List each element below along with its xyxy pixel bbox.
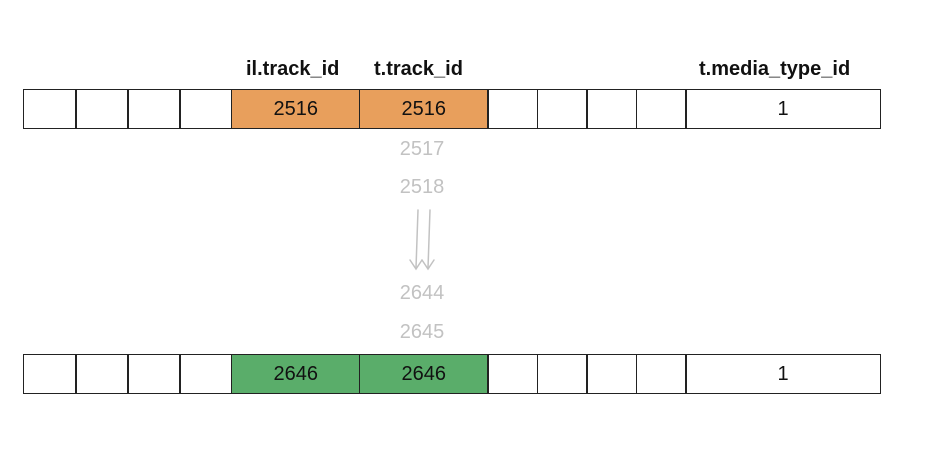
- bottom-il-track-id-cell: 2646: [231, 354, 361, 394]
- empty-cell: [636, 354, 687, 394]
- header-il-track-id: il.track_id: [246, 58, 340, 80]
- empty-cell: [586, 89, 637, 129]
- empty-cell: [23, 354, 77, 394]
- bottom-t-track-id-cell: 2646: [359, 354, 489, 394]
- empty-cell: [537, 354, 588, 394]
- intermediate-value: 2644: [399, 282, 445, 304]
- intermediate-value: 2518: [399, 176, 445, 198]
- empty-cell: [537, 89, 588, 129]
- empty-cell: [636, 89, 687, 129]
- bottom-row: [23, 354, 881, 394]
- top-t-track-id-cell: 2516: [359, 89, 489, 129]
- empty-cell: [179, 354, 233, 394]
- empty-cell: [127, 89, 181, 129]
- empty-cell: [75, 89, 129, 129]
- intermediate-value: 2645: [399, 321, 445, 343]
- header-t-media-type-id: t.media_type_id: [699, 58, 851, 80]
- empty-cell: [23, 89, 77, 129]
- double-down-arrow-icon: [402, 208, 438, 274]
- bottom-media-type-id-cell: 1: [685, 354, 881, 394]
- intermediate-value: 2517: [399, 138, 445, 160]
- empty-cell: [487, 89, 538, 129]
- empty-cell: [179, 89, 233, 129]
- empty-cell: [586, 354, 637, 394]
- header-t-track-id: t.track_id: [374, 58, 463, 80]
- top-il-track-id-cell: 2516: [231, 89, 361, 129]
- empty-cell: [75, 354, 129, 394]
- empty-cell: [127, 354, 181, 394]
- empty-cell: [487, 354, 538, 394]
- top-media-type-id-cell: 1: [685, 89, 881, 129]
- top-row: [23, 89, 881, 129]
